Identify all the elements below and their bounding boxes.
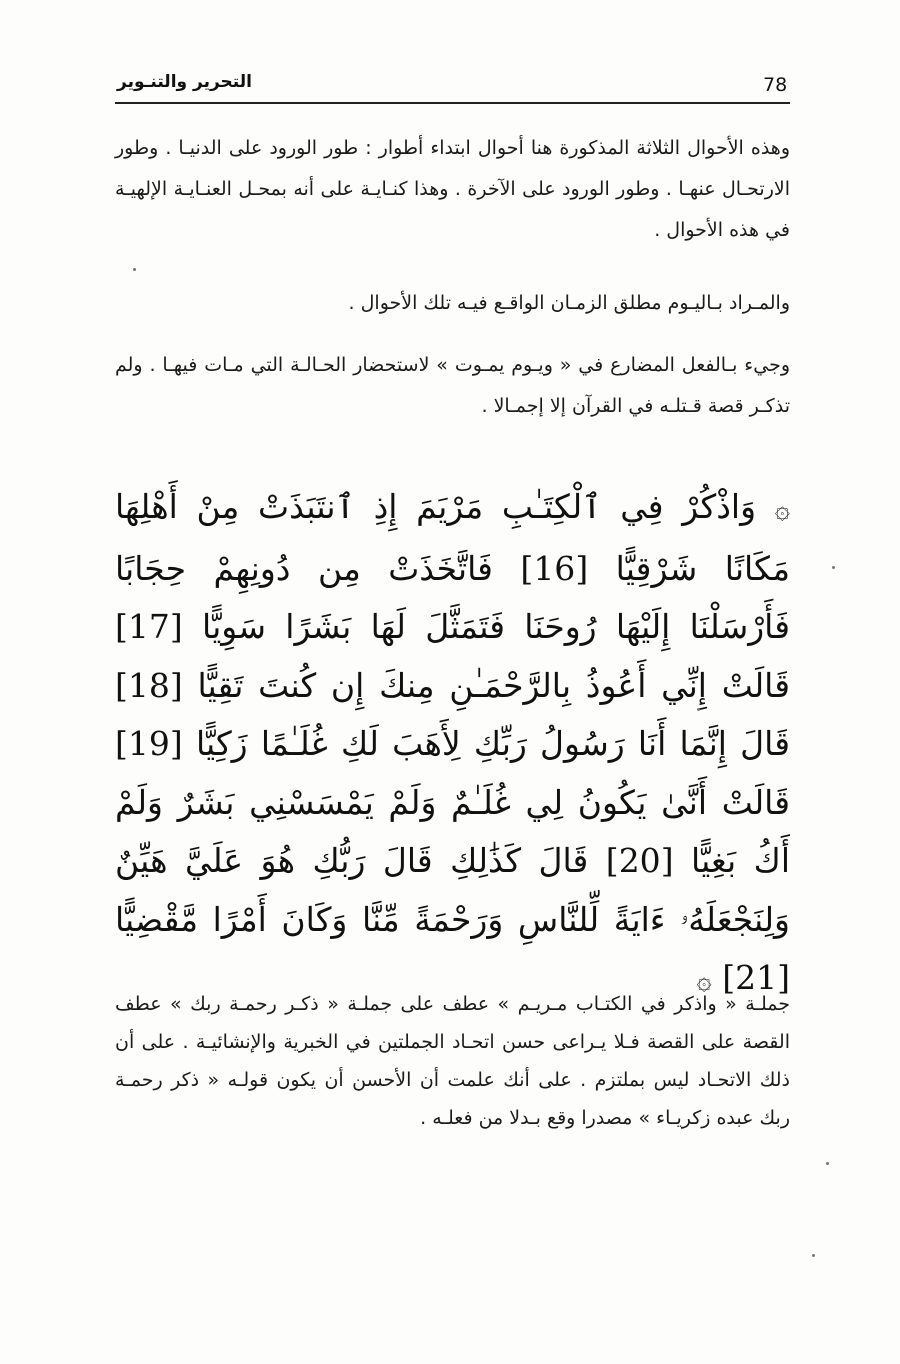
page-header bbox=[115, 72, 790, 104]
paragraph-present-tense: وجيء بـالفعل المضارع في « ويـوم يمـوت » لاستحضار الحـالـة التي مـات فيهـا . ولم تذكـر قصة قـتلـه في القرآن إلا إجمـالا . bbox=[115, 354, 790, 417]
paper-speck bbox=[133, 268, 136, 271]
quran-close-ornament: ۞ bbox=[696, 966, 712, 996]
paper-speck bbox=[812, 1254, 815, 1257]
quran-verses-text: وَاذْكُرْ فِي ٱلْكِتَـٰبِ مَرْيَمَ إِذِ ٱنتَبَذَتْ مِنْ أَهْلِهَا مَكَانًا شَرْقِيًّا [16] فَاتَّخَذَتْ مِن دُونِهِمْ حِجَابًا فَأَرْسَلْنَا إِلَيْهَا رُوحَنَا فَتَمَثَّلَ لَهَا بَشَرًا سَوِيًّا [17] قَالَتْ إِنِّي أَعُوذُ بِالرَّحْمَـٰنِ مِنكَ إِن كُنتَ تَقِيًّا [18] قَالَ إِنَّمَا أَنَا رَسُولُ رَبِّكِ لِأَهَبَ لَكِ غُلَـٰمًا زَكِيًّا [19] قَالَتْ أَنَّىٰ يَكُونُ لِي غُلَـٰمٌ وَلَمْ يَمْسَسْنِي بَشَرٌ وَلَمْ أَكُ بَغِيًّا [20] قَالَ كَذَٰلِكِ قَالَ رَبُّكِ هُوَ عَلَيَّ هَيِّنٌ وَلِنَجْعَلَهُۥ ءَايَةً لِّلنَّاسِ وَرَحْمَةً مِّنَّا وَكَانَ أَمْرًا مَّقْضِيًّا [21] bbox=[115, 487, 790, 997]
running-title: التحرير والتنـوير bbox=[117, 72, 252, 92]
paragraph-meaning-of-day: والمـراد بـاليـوم مطلق الزمـان الواقـع فيـه تلك الأحوال . bbox=[348, 292, 790, 314]
paragraph-commentary: جملـة « واذكر في الكتـاب مـريـم » عطف على جملـة « ذكـر رحمـة ربك » عطف القصة على القصة فـلا يـراعى حسن اتحـاد الجملتين في الخبرية والإنشائيـة . على أن ذلك الاتحـاد ليس بملتزم . على أنك علمت أن الأحسن أن يكون قولـه « ذكر رحمـة ربك عبده زكريـاء » مصدرا وقع بـدلا من فعلـه . bbox=[115, 993, 790, 1129]
paragraph-states: وهذه الأحوال الثلاثة المذكورة هنا أحوال ابتداء أطوار : طور الورود على الدنيـا . وطور الارتحـال عنهـا . وطور الورود على الآخرة . وهذا كنـايـة على أنه بمحـل العنـايـة الإلهيـة في هذه الأحوال . bbox=[115, 137, 790, 241]
page-number: 78 bbox=[763, 74, 788, 96]
quran-open-ornament: ۞ bbox=[774, 495, 790, 525]
quran-passage bbox=[115, 478, 790, 1011]
paper-speck bbox=[697, 708, 700, 711]
paper-speck bbox=[832, 566, 835, 569]
paper-speck bbox=[826, 1162, 829, 1165]
